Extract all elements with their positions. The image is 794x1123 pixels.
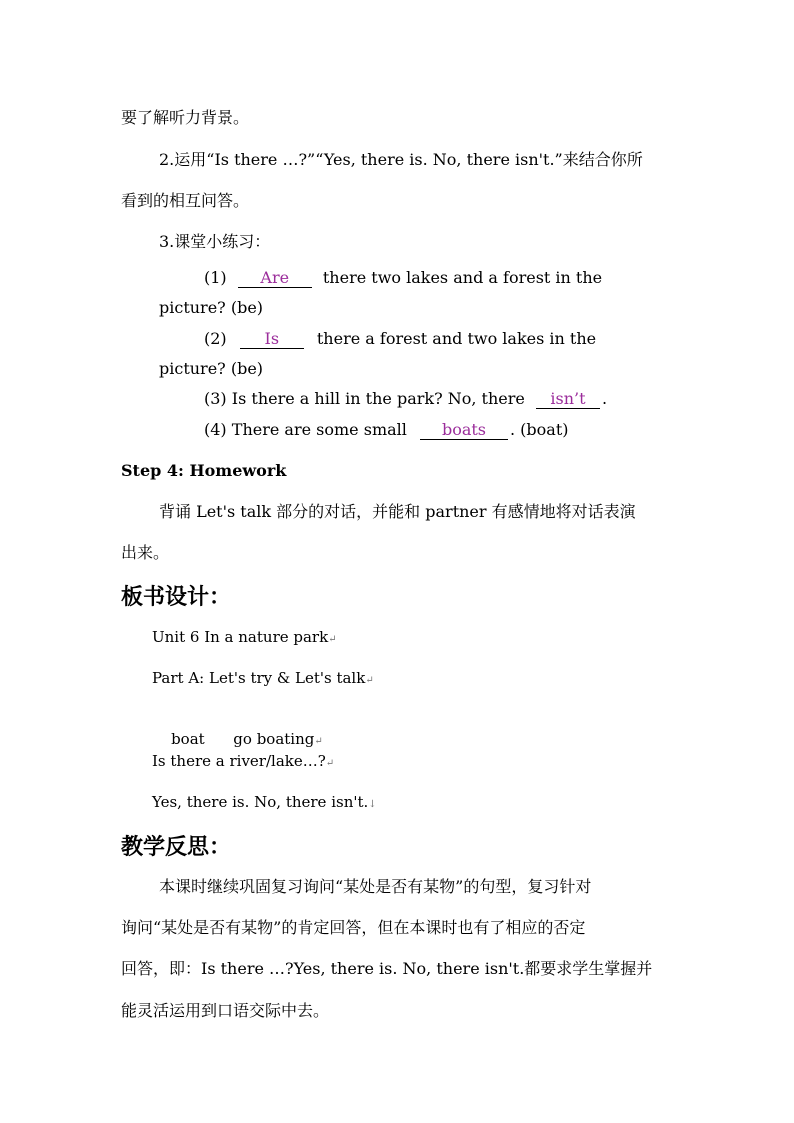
exercise-text: Is there a hill in the park? No, there xyxy=(231,389,525,408)
exercise-end: . (boat) xyxy=(509,420,569,439)
paragraph-mark-icon: ↵ xyxy=(328,634,337,645)
intro-item-3: 3.课堂小练习： xyxy=(159,232,271,251)
board-text: Part A: Let's try & Let's talk xyxy=(152,669,366,687)
paragraph-mark-icon: ↵ xyxy=(365,675,374,686)
reflection-line-2: 询问“某处是否有某物”的肯定回答，但在本课时也有了相应的否定 xyxy=(121,918,586,937)
exercise-4 xyxy=(204,420,568,440)
board-line-5 xyxy=(152,792,377,815)
exercise-number: (3) xyxy=(204,389,227,408)
exercise-1-line-2: picture? (be) xyxy=(159,298,264,317)
step-4-line-1: 背诵 Let's talk 部分的对话，并能和 partner 有感情地将对话表演 xyxy=(159,502,636,521)
paragraph-mark-icon: ↵ xyxy=(325,758,335,769)
board-line-2 xyxy=(152,668,374,691)
exercise-2 xyxy=(204,329,596,349)
answer-blank: Are xyxy=(238,269,312,288)
intro-line-1: 要了解听力背景。 xyxy=(121,108,250,127)
reflection-heading: 教学反思： xyxy=(121,834,232,860)
board-design-heading: 板书设计： xyxy=(121,584,232,610)
step-4-line-2: 出来。 xyxy=(121,543,170,562)
board-text: boat go boating xyxy=(171,730,315,748)
board-text: Unit 6 In a nature park xyxy=(152,628,329,646)
board-text: Is there a river/lake…? xyxy=(152,752,326,770)
intro-item-2-line-2: 看到的相互问答。 xyxy=(121,191,250,210)
answer-blank: isn’t xyxy=(536,390,600,409)
exercise-3 xyxy=(204,389,607,409)
step-4-title: Step 4: Homework xyxy=(121,461,287,480)
answer-blank: boats xyxy=(420,421,508,440)
exercise-number: (4) xyxy=(204,420,227,439)
reflection-line-3: 回答，即：Is there …?Yes, there is. No, there isn't.都要求学生掌握并 xyxy=(121,959,653,978)
answer-blank: Is xyxy=(240,330,304,349)
exercise-number: (1) xyxy=(204,268,227,287)
exercise-number: (2) xyxy=(204,329,227,348)
board-line-1 xyxy=(152,627,337,650)
line-break-mark-icon: ↓ xyxy=(368,799,377,810)
reflection-line-4: 能灵活运用到口语交际中去。 xyxy=(121,1001,330,1020)
exercise-text: There are some small xyxy=(231,420,407,439)
board-line-4 xyxy=(152,751,334,774)
paragraph-mark-icon: ↵ xyxy=(314,736,323,747)
exercise-2-line-2: picture? (be) xyxy=(159,359,264,378)
exercise-text: there two lakes and a forest in the xyxy=(322,268,603,287)
intro-item-2-line-1: 2.运用“Is there …?”“Yes, there is. No, there isn't.”来结合你所 xyxy=(159,150,643,169)
exercise-end: . xyxy=(601,389,608,408)
exercise-1 xyxy=(204,268,602,288)
reflection-line-1: 本课时继续巩固复习询问“某处是否有某物”的句型，复习针对 xyxy=(159,877,592,896)
board-text: Yes, there is. No, there isn't. xyxy=(152,793,369,811)
exercise-text: there a forest and two lakes in the xyxy=(316,329,597,348)
